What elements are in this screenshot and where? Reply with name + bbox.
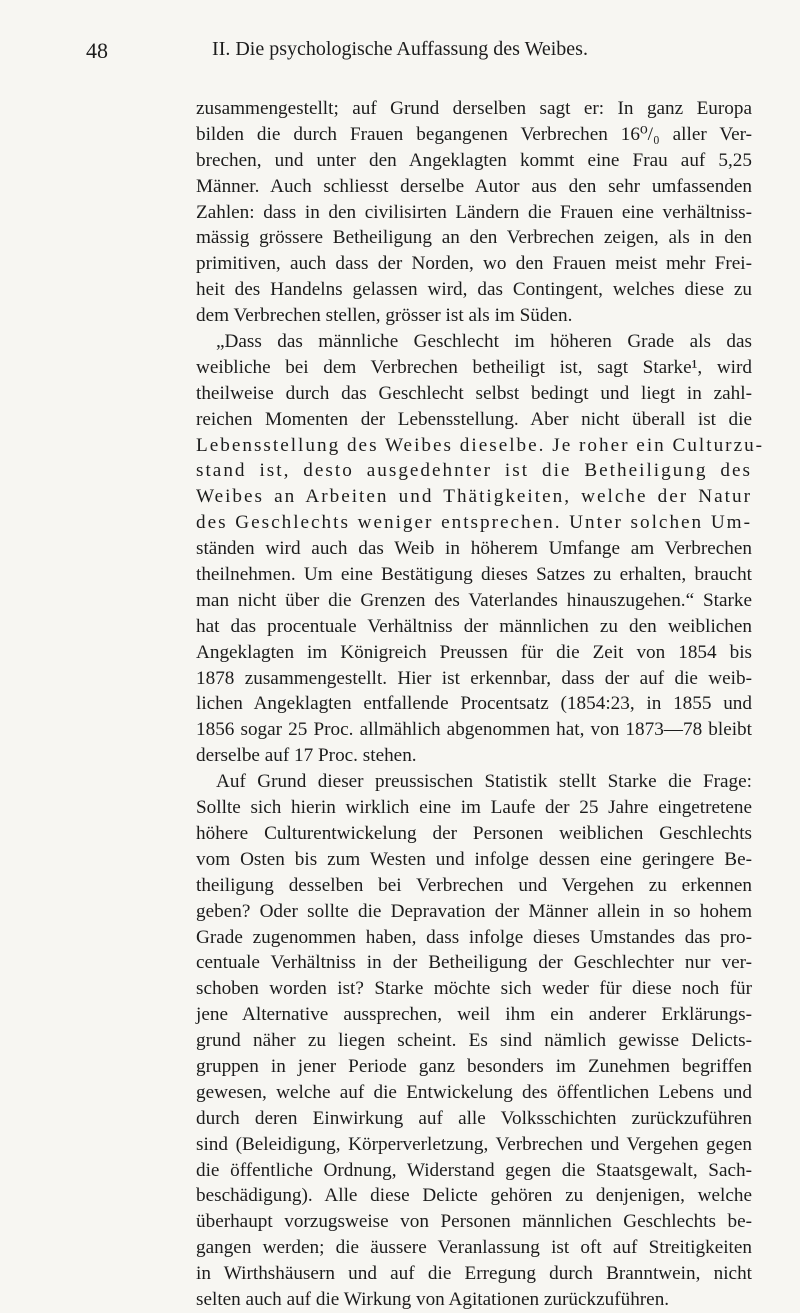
text-line: sind (Beleidigung, Körperverletzung, Verbrechen und Vergehen gegen bbox=[196, 1133, 752, 1155]
text-line: gangen werden; die äussere Veranlassung ist oft auf Streitigkeiten bbox=[196, 1237, 752, 1259]
body-text bbox=[196, 96, 765, 1313]
text-line: weibliche bei dem Verbrechen betheiligt ist, sagt Starke¹, wird bbox=[196, 356, 752, 378]
text-line: brechen, und unter den Angeklagten kommt eine Frau auf 5,25 bbox=[196, 149, 752, 171]
text-line: man nicht über die Grenzen des Vaterlandes hinauszugehen.“ Starke bbox=[196, 589, 752, 611]
text-line: centuale Verhältniss in der Betheiligung der Geschlechter nur ver- bbox=[196, 952, 752, 974]
text-line: vom Osten bis zum Westen und infolge dessen eine geringere Be- bbox=[196, 848, 752, 870]
text-line: selten auch auf die Wirkung von Agitationen zurückzuführen. bbox=[196, 1288, 670, 1310]
text-line: zusammengestellt; auf Grund derselben sagt er: In ganz Europa bbox=[196, 98, 752, 119]
text-line: lichen Angeklagten entfallende Procentsatz (1854:23, in 1855 und bbox=[196, 693, 752, 715]
text-line: geben? Oder sollte die Depravation der Männer allein in so hohem bbox=[196, 900, 752, 922]
text-line: theilnehmen. Um eine Bestätigung dieses Satzes zu erhalten, braucht bbox=[196, 564, 752, 586]
text-line: ständen wird auch das Weib in höherem Umfange am Verbrechen bbox=[196, 538, 752, 560]
text-line: Auf Grund dieser preussischen Statistik stellt Starke die Frage: bbox=[216, 771, 752, 793]
text-line: grund näher zu liegen scheint. Es sind nämlich gewisse Delicts- bbox=[196, 1030, 752, 1052]
text-line: Weibes an Arbeiten und Thätigkeiten, welche der Natur bbox=[196, 486, 752, 508]
text-line: Angeklagten im Königreich Preussen für die Zeit von 1854 bis bbox=[196, 641, 752, 663]
text-line: „Dass das männliche Geschlecht im höheren Grade als das bbox=[216, 331, 752, 353]
text-line: in Wirthshäusern und auf die Erregung durch Branntwein, nicht bbox=[196, 1263, 752, 1285]
page-header bbox=[86, 38, 714, 68]
text-line: hat das procentuale Verhältniss der männlichen zu den weiblichen bbox=[196, 615, 752, 637]
text-line: Lebensstellung des Weibes dieselbe. Je roher ein Culturzu- bbox=[196, 434, 765, 456]
text-line: reichen Momenten der Lebensstellung. Aber nicht überall ist die bbox=[196, 408, 752, 430]
text-line: Grade zugenommen haben, dass infolge dieses Umstandes das pro- bbox=[196, 926, 752, 948]
text-line: beschädigung). Alle diese Delicte gehören zu denjenigen, welche bbox=[196, 1185, 752, 1207]
running-head: II. Die psychologische Auffassung des Weibes. bbox=[212, 38, 588, 60]
text-line: die öffentliche Ordnung, Widerstand gegen die Staatsgewalt, Sach- bbox=[196, 1159, 752, 1181]
text-line: mässig grössere Betheiligung an den Verbrechen zeigen, als in den bbox=[196, 227, 752, 249]
text-line: höhere Culturentwickelung der Personen weiblichen Geschlechts bbox=[196, 822, 752, 844]
text-line: heit des Handelns gelassen wird, das Contingent, welches diese zu bbox=[196, 279, 752, 301]
text-line: überhaupt vorzugsweise von Personen männlichen Geschlechts be- bbox=[196, 1211, 752, 1233]
text-line: gewesen, welche auf die Entwickelung des öffentlichen Lebens und bbox=[196, 1081, 752, 1103]
text-line: stand ist, desto ausgedehnter ist die Betheiligung des bbox=[196, 460, 752, 482]
text-line: des Geschlechts weniger entsprechen. Unter solchen Um- bbox=[196, 512, 752, 534]
text-line: 1856 sogar 25 Proc. allmählich abgenommen hat, von 1873—78 bleibt bbox=[196, 719, 752, 741]
text-line: 1878 zusammengestellt. Hier ist erkennbar, dass der auf die weib- bbox=[196, 667, 752, 689]
text-line: primitiven, auch dass der Norden, wo den Frauen meist mehr Frei- bbox=[196, 253, 752, 275]
text-line: derselbe auf 17 Proc. stehen. bbox=[196, 745, 417, 767]
text-line: gruppen in jener Periode ganz besonders im Zunehmen begriffen bbox=[196, 1055, 752, 1077]
text-line: theiligung desselben bei Verbrechen und Vergehen zu erkennen bbox=[196, 874, 752, 896]
text-line: dem Verbrechen stellen, grösser ist als im Süden. bbox=[196, 305, 573, 327]
text-line: schoben worden ist? Starke möchte sich weder für diese noch für bbox=[196, 978, 752, 1000]
text-line: Männer. Auch schliesst derselbe Autor aus den sehr umfassenden bbox=[196, 175, 752, 197]
page-number: 48 bbox=[86, 38, 108, 63]
text-line: bilden die durch Frauen begangenen Verbrechen 16⁰/₀ aller Ver- bbox=[196, 123, 752, 145]
text-line: theilweise durch das Geschlecht selbst bedingt und liegt in zahl- bbox=[196, 382, 752, 404]
text-line: jene Alternative aussprechen, weil ihm ein anderer Erklärungs- bbox=[196, 1004, 752, 1026]
text-line: durch deren Einwirkung auf alle Volksschichten zurückzuführen bbox=[196, 1107, 752, 1129]
text-line: Zahlen: dass in den civilisirten Ländern die Frauen eine verhältniss- bbox=[196, 201, 752, 223]
text-line: Sollte sich hierin wirklich eine im Laufe der 25 Jahre eingetretene bbox=[196, 797, 752, 819]
